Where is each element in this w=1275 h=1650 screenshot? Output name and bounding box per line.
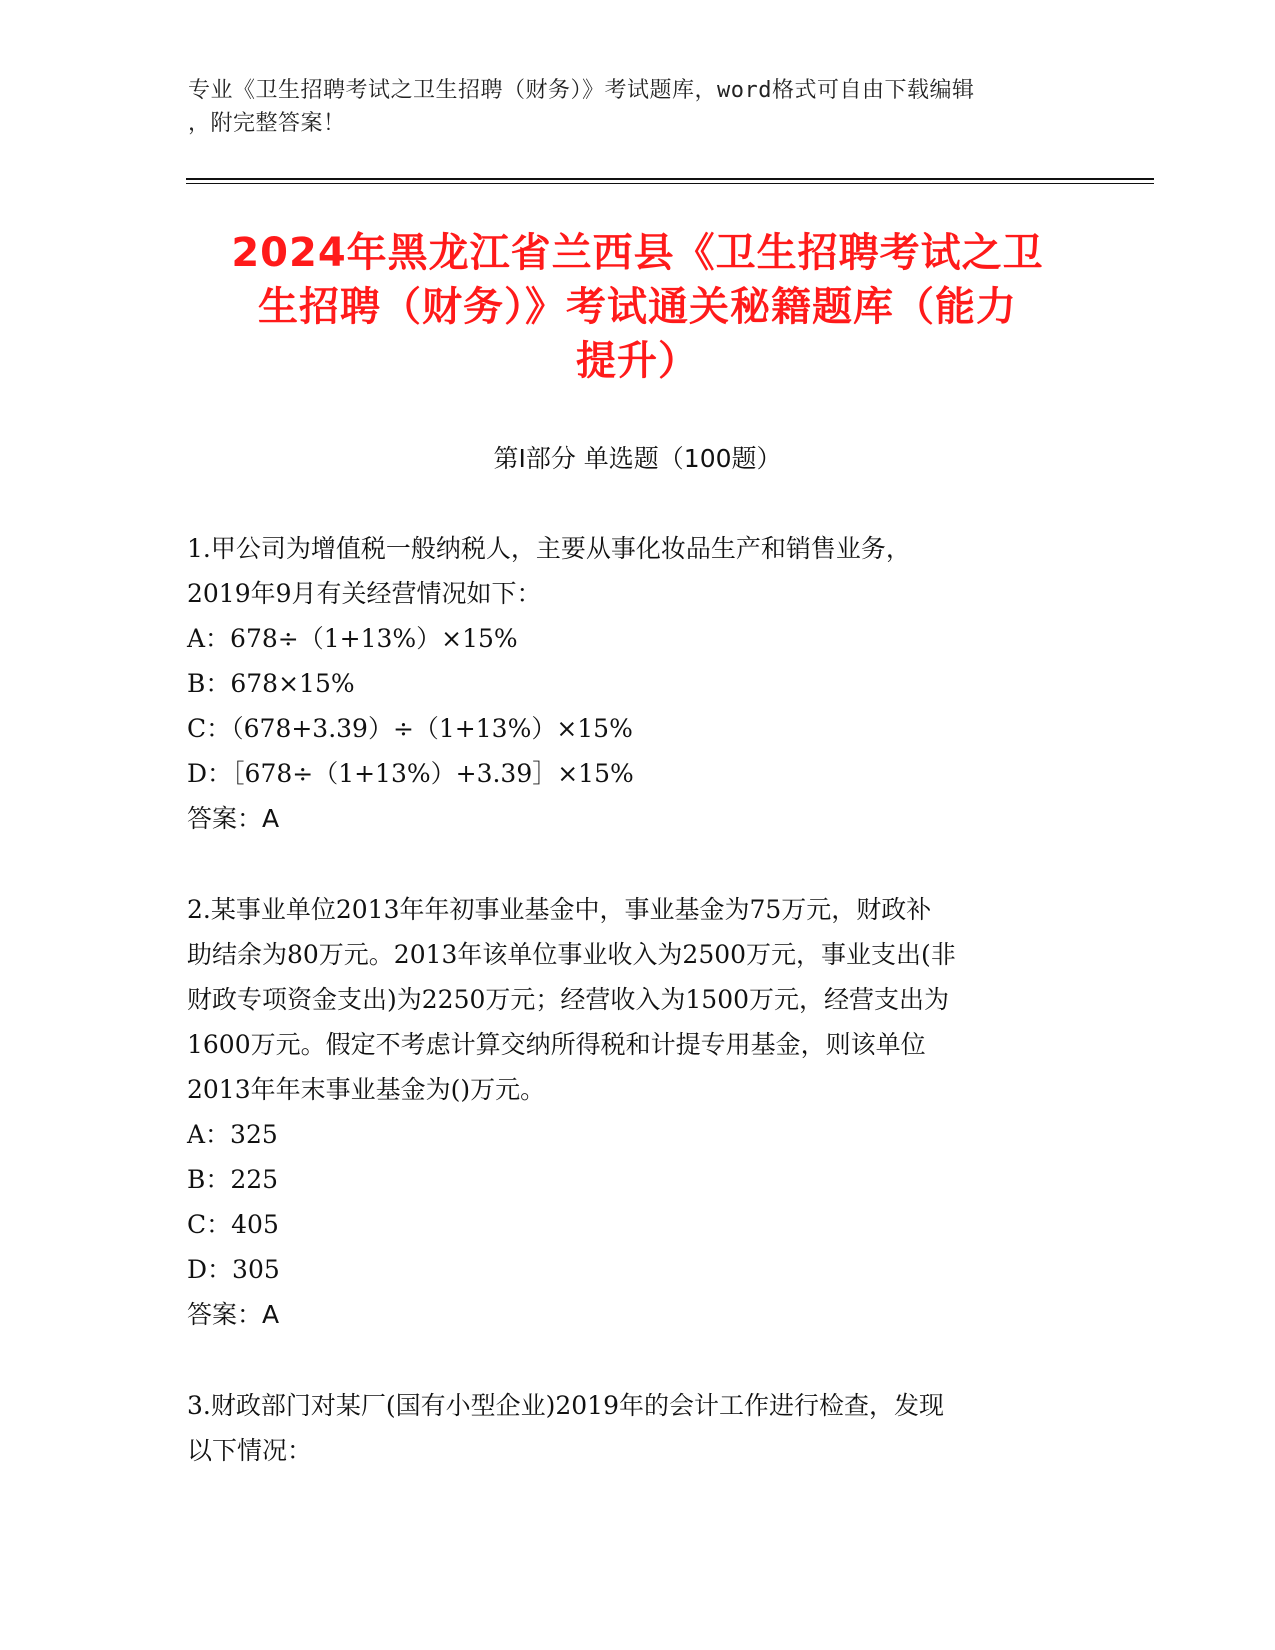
section-heading: 第Ⅰ部分 单选题（100题） xyxy=(493,444,782,473)
header-divider-thin xyxy=(186,183,1154,184)
question-stem-line: 1600万元。假定不考虑计算交纳所得税和计提专用基金，则该单位 xyxy=(187,1030,926,1059)
question-list xyxy=(187,526,1087,1519)
question-answer: 答案：A xyxy=(187,804,280,833)
question-stem-line: 以下情况： xyxy=(187,1436,313,1465)
question-stem-line: 2.某事业单位2013年年初事业基金中，事业基金为75万元，财政补 xyxy=(187,895,932,924)
question-option-d: D：［678÷（1+13%）+3.39］×15% xyxy=(187,759,634,788)
question-stem-line: 助结余为80万元。2013年该单位事业收入为2500万元，事业支出(非 xyxy=(187,940,956,969)
title-line-1: 2024年黑龙江省兰西县《卫生招聘考试之卫 xyxy=(231,230,1044,276)
question-item xyxy=(187,526,1087,841)
question-stem-line: 财政专项资金支出)为2250万元；经营收入为1500万元，经营支出为 xyxy=(187,985,950,1014)
question-stem-line: 3.财政部门对某厂(国有小型企业)2019年的会计工作进行检查，发现 xyxy=(187,1391,944,1420)
title-line-3: 提升） xyxy=(576,338,699,384)
question-stem-line: 2019年9月有关经营情况如下： xyxy=(187,579,542,608)
header-note-line-1: 专业《卫生招聘考试之卫生招聘（财务）》考试题库，word格式可自由下载编辑 xyxy=(188,78,975,103)
header-divider-thick xyxy=(186,178,1154,180)
question-stem-line: 2013年年末事业基金为()万元。 xyxy=(187,1075,546,1104)
title-line-2: 生招聘（财务）》考试通关秘籍题库（能力 xyxy=(258,284,1017,330)
question-option-c: C：405 xyxy=(187,1210,279,1239)
question-option-b: B：225 xyxy=(187,1165,279,1194)
header-note-line-2: ，附完整答案！ xyxy=(188,111,346,136)
question-answer: 答案：A xyxy=(187,1300,280,1329)
question-option-a: A：678÷（1+13%）×15% xyxy=(187,624,518,653)
document-title xyxy=(150,226,1125,388)
document-header-note xyxy=(188,74,1068,140)
question-item xyxy=(187,1383,1087,1473)
question-stem-line: 1.甲公司为增值税一般纳税人，主要从事化妆品生产和销售业务， xyxy=(187,534,911,563)
question-option-a: A：325 xyxy=(187,1120,278,1149)
question-item xyxy=(187,887,1087,1337)
question-option-b: B：678×15% xyxy=(187,669,355,698)
question-option-c: C：（678+3.39）÷（1+13%）×15% xyxy=(187,714,633,743)
question-option-d: D：305 xyxy=(187,1255,280,1284)
